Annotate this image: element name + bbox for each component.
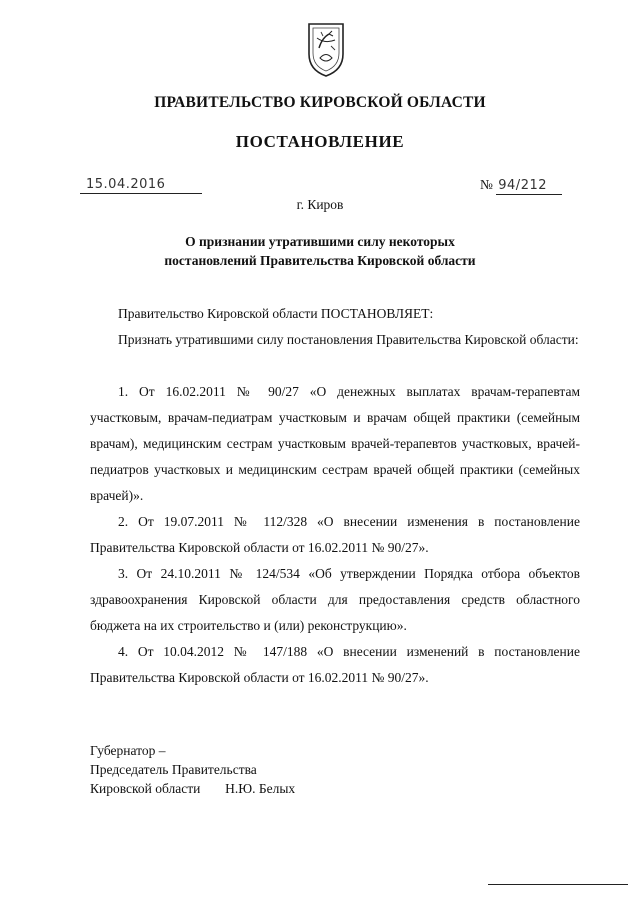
document-date: 15.04.2016 — [80, 176, 202, 194]
document-number-block — [480, 176, 562, 195]
signature-block — [90, 741, 295, 798]
document-subject — [0, 232, 640, 270]
list-item: 1. От 16.02.2011 № 90/27 «О денежных выплатах врачам-терапевтам участковым, врачам-педиатрам участковым и врачам общей практики (семейным врачам), медицинским сестрам участковым врачей-терапевтов участковых, врачей-педиатров участковых и медицинским сестрам врачей общей практики (семейных врачей)». — [90, 384, 580, 503]
subject-line-2: постановлений Правительства Кировской области — [164, 253, 476, 268]
list-item: 4. От 10.04.2012 № 147/188 «О внесении изменений в постановление Правительства Кировской области от 16.02.2011 № 90/27». — [90, 644, 580, 685]
list-item: 3. От 24.10.2011 № 124/534 «Об утверждении Порядка отбора объектов здравоохранения Кировской области для предоставления средств областного бюджета на их строительство и (или) реконструкцию». — [90, 566, 580, 633]
signature-title-1: Губернатор – — [90, 743, 166, 758]
list-item: 2. От 19.07.2011 № 112/328 «О внесении изменения в постановление Правительства Кировской области от 16.02.2011 № 90/27». — [90, 514, 580, 555]
number-sign: № — [480, 177, 493, 192]
city-line: г. Киров — [296, 197, 344, 212]
lead-paragraph: Признать утратившими силу постановления Правительства Кировской области: — [118, 332, 579, 347]
document-number: 94/212 — [496, 177, 562, 195]
coat-of-arms-icon — [305, 18, 347, 78]
subject-line-1: О признании утратившими силу некоторых — [185, 234, 455, 249]
footer-divider — [488, 884, 628, 885]
intro-paragraph: Правительство Кировской области ПОСТАНОВЛЯЕТ: — [118, 306, 434, 321]
organization-title: ПРАВИТЕЛЬСТВО КИРОВСКОЙ ОБЛАСТИ — [154, 94, 486, 111]
signature-title-3: Кировской области Н.Ю. Белых — [90, 781, 296, 796]
signature-title-2: Председатель Правительства — [90, 762, 257, 777]
document-type: ПОСТАНОВЛЕНИЕ — [235, 132, 405, 151]
signatory-name: Н.Ю. Белых — [225, 781, 296, 796]
